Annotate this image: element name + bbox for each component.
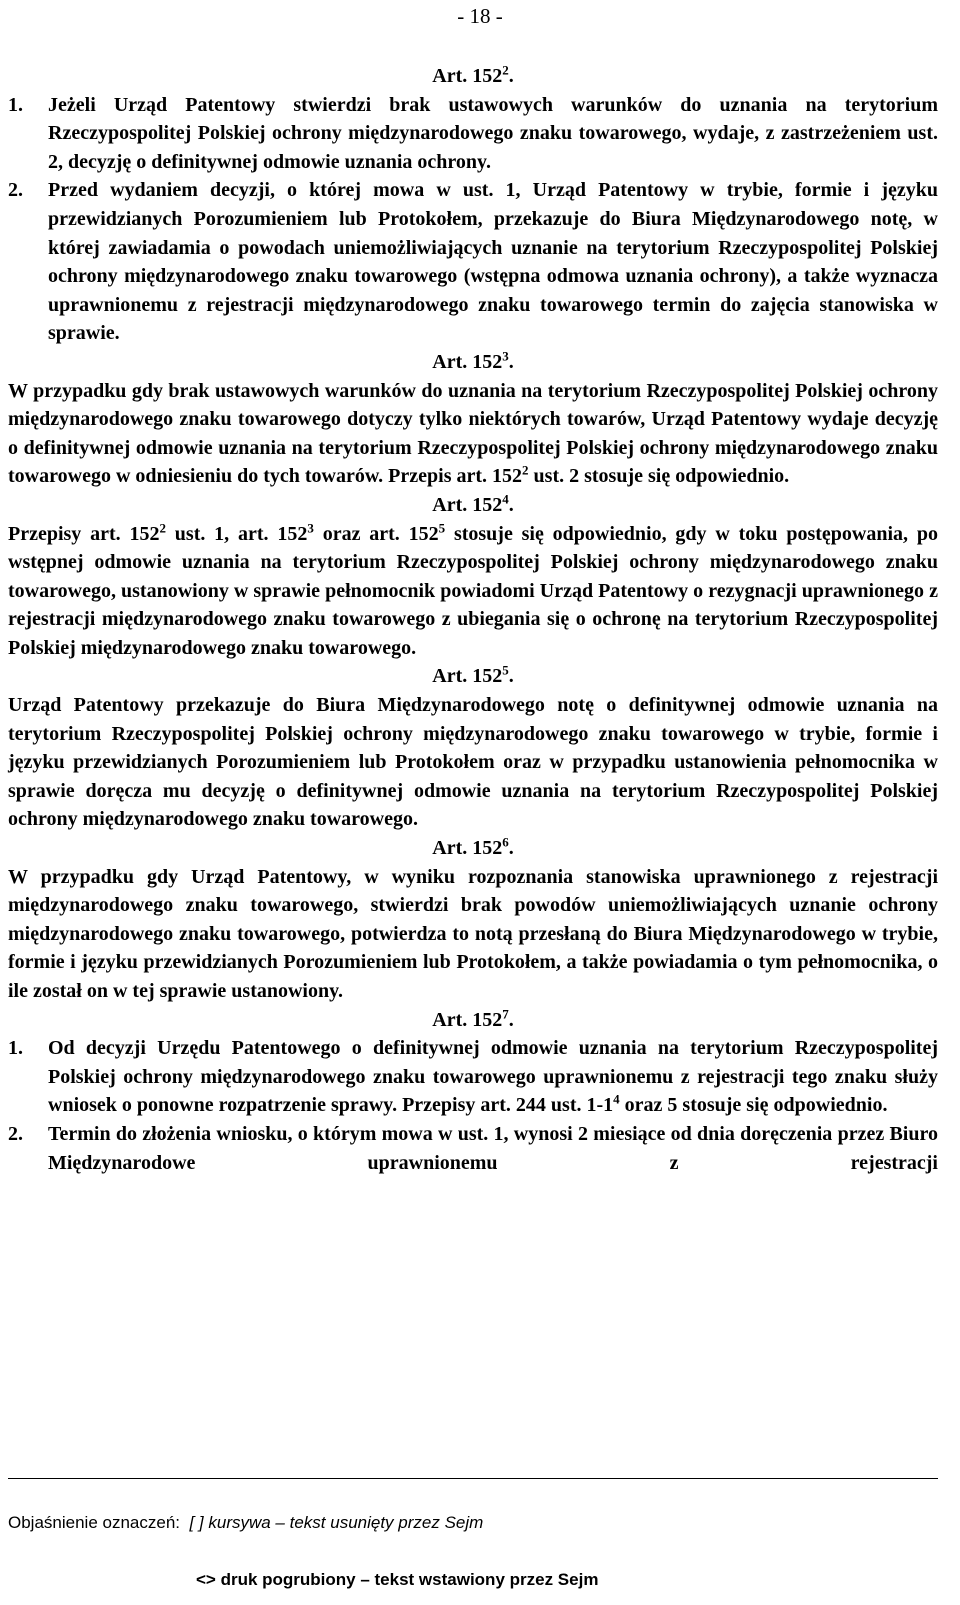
paragraph-text: Termin do złożenia wniosku, o którym mowa w ust. 1, wynosi 2 miesiące od dnia doręczenia przez Biuro Międzynarodowe uprawnionemu z rejestracji xyxy=(48,1122,938,1174)
article-152-6-text: W przypadku gdy Urząd Patentowy, w wyniku rozpoznania stanowiska uprawnionego z rejestracji międzynarodowego znaku towarowego, stwierdzi brak powodów uniemożliwiających uznanie ochrony międzynarodowego znaku towarowego, potwierdza to notą przesłaną do Biura Międzynarodowego w trybie, formie i języku przewidzianych Porozumieniem lub Protokołem, a także powiadamia o tym pełnomocnika, o ile został on w tej sprawie ustanowiony. xyxy=(8,865,938,1002)
heading-text: Art. 152 xyxy=(432,65,503,87)
legend-bold-note: <> druk pogrubiony – tekst wstawiony przez Sejm xyxy=(196,1570,599,1589)
article-heading-152-4 xyxy=(8,491,938,520)
article-152-3-text xyxy=(8,377,938,491)
article-152-4-text xyxy=(8,520,938,663)
legend-label: Objaśnienie oznaczeń: xyxy=(8,1513,181,1532)
paragraph-number: 2. xyxy=(8,179,23,202)
article-152-7-paragraph-2 xyxy=(8,1120,938,1177)
paragraph-text: Przed wydaniem decyzji, o której mowa w ust. 1, Urząd Patentowy w trybie, formie i języku przewidzianych Porozumieniem lub Protokołem, przekazuje do Biura Międzynarodowego notę, w której zawiadamia o powodach uniemożliwiających uznanie na terytorium Rzeczypospolitej Polskiej ochrony międzynarodowego znaku towarowego (wstępna odmowa uznania ochrony), a także wyznacza uprawnionemu z rejestracji międzynarodowego znaku towarowego termin do zajęcia stanowiska w sprawie. xyxy=(48,179,938,345)
heading-text: Art. 152 xyxy=(432,350,503,373)
superscript: 3 xyxy=(307,519,314,535)
paragraph-text xyxy=(48,1034,938,1120)
heading-superscript: 4 xyxy=(502,491,509,507)
heading-superscript: 3 xyxy=(502,348,509,364)
article-heading-152-3 xyxy=(8,348,938,377)
footer-divider xyxy=(8,1478,938,1479)
heading-text: Art. 152 xyxy=(432,665,503,688)
heading-end: . xyxy=(508,665,514,688)
heading-text: Art. 152 xyxy=(432,493,503,516)
page-number: - 18 - xyxy=(457,4,503,28)
heading-end: . xyxy=(508,350,514,373)
superscript: 2 xyxy=(159,519,166,535)
article-heading-152-2 xyxy=(8,62,938,91)
heading-text: Art. 152 xyxy=(432,1008,503,1031)
heading-superscript: 6 xyxy=(502,834,509,850)
legend-italic-note: [ ] kursywa – tekst usunięty przez Sejm xyxy=(189,1513,484,1532)
article-heading-152-5 xyxy=(8,662,938,691)
text-segment: ust. 2 stosuje się odpowiednio. xyxy=(528,465,790,488)
heading-text: Art. 152 xyxy=(432,837,503,860)
superscript: 5 xyxy=(438,519,446,535)
superscript: 2 xyxy=(522,462,529,478)
text-segment: Przepisy art. 152 xyxy=(8,522,160,545)
article-152-5-text: Urząd Patentowy przekazuje do Biura Międzynarodowego notę o definitywnej odmowie uznania na terytorium Rzeczypospolitej Polskiej ochrony międzynarodowego znaku towarowego w trybie, formie i języku przewidzianych Porozumieniem lub Protokołem oraz w przypadku ustanowienia pełnomocnika w sprawie doręcza mu decyzję o definitywnej odmowie uznania na terytorium Rzeczypospolitej Polskiej ochrony międzynarodowego znaku towarowego. xyxy=(8,694,938,831)
heading-superscript: 5 xyxy=(502,662,509,678)
heading-end: . xyxy=(508,1008,514,1031)
text-segment: ust. 1, art. 152 xyxy=(165,522,308,545)
article-heading-152-7 xyxy=(8,1006,938,1035)
paragraph-number: 1. xyxy=(8,93,23,116)
heading-superscript: 7 xyxy=(502,1005,509,1021)
superscript: 4 xyxy=(613,1091,620,1107)
heading-end: . xyxy=(508,837,514,860)
text-segment: oraz 5 stosuje się odpowiednio. xyxy=(619,1094,888,1117)
paragraph-number: 1. xyxy=(8,1037,23,1060)
article-152-7-paragraph-1 xyxy=(8,1034,938,1120)
text-segment: stosuje się odpowiednio, gdy w toku postępowania, po wstępnej odmowie uznania na terytorium Rzeczypospolitej Polskiej ochrony międzynarodowego znaku towarowego, ustanowiony w sprawie pełnomocnik powiadomi Urząd Patentowy o rezygnacji uprawnionego z rejestracji międzynarodowego znaku towarowego z ubiegania się o ochronę na terytorium Rzeczypospolitej Polskiej międzynarodowego znaku towarowego. xyxy=(8,522,938,659)
article-152-2-paragraph-1 xyxy=(8,91,938,177)
article-heading-152-6 xyxy=(8,834,938,863)
paragraph-number: 2. xyxy=(8,1122,23,1145)
text-segment: oraz art. 152 xyxy=(313,522,439,545)
heading-end: . xyxy=(508,493,514,516)
footer-legend xyxy=(8,1513,483,1533)
document-body xyxy=(8,62,938,1177)
heading-superscript: 2 xyxy=(502,62,509,78)
text-segment: Od decyzji Urzędu Patentowego o definitywnej odmowie uznania na terytorium Rzeczypospolitej Polskiej ochrony międzynarodowego znaku towarowego uprawnionemu z rejestracji tego znaku służy wniosek o ponowne rozpatrzenie sprawy. Przepisy art. 244 ust. 1-1 xyxy=(48,1037,938,1117)
article-152-2-paragraph-2 xyxy=(8,176,938,348)
heading-end: . xyxy=(508,65,514,87)
text-segment: W przypadku gdy brak ustawowych warunków do uznania na terytorium Rzeczypospolitej Polskiej ochrony międzynarodowego znaku towarowego dotyczy tylko niektórych towarów, Urząd Patentowy wydaje decyzję o definitywnej odmowie uznania na terytorium Rzeczypospolitej Polskiej ochrony międzynarodowego znaku towarowego w odniesieniu do tych towarów. Przepis art. 152 xyxy=(8,379,938,488)
paragraph-text: Jeżeli Urząd Patentowy stwierdzi brak ustawowych warunków do uznania na terytorium Rzeczypospolitej Polskiej ochrony międzynarodowego znaku towarowego, wydaje, z zastrzeżeniem ust. 2, decyzję o definitywnej odmowie uznania ochrony. xyxy=(48,93,938,173)
